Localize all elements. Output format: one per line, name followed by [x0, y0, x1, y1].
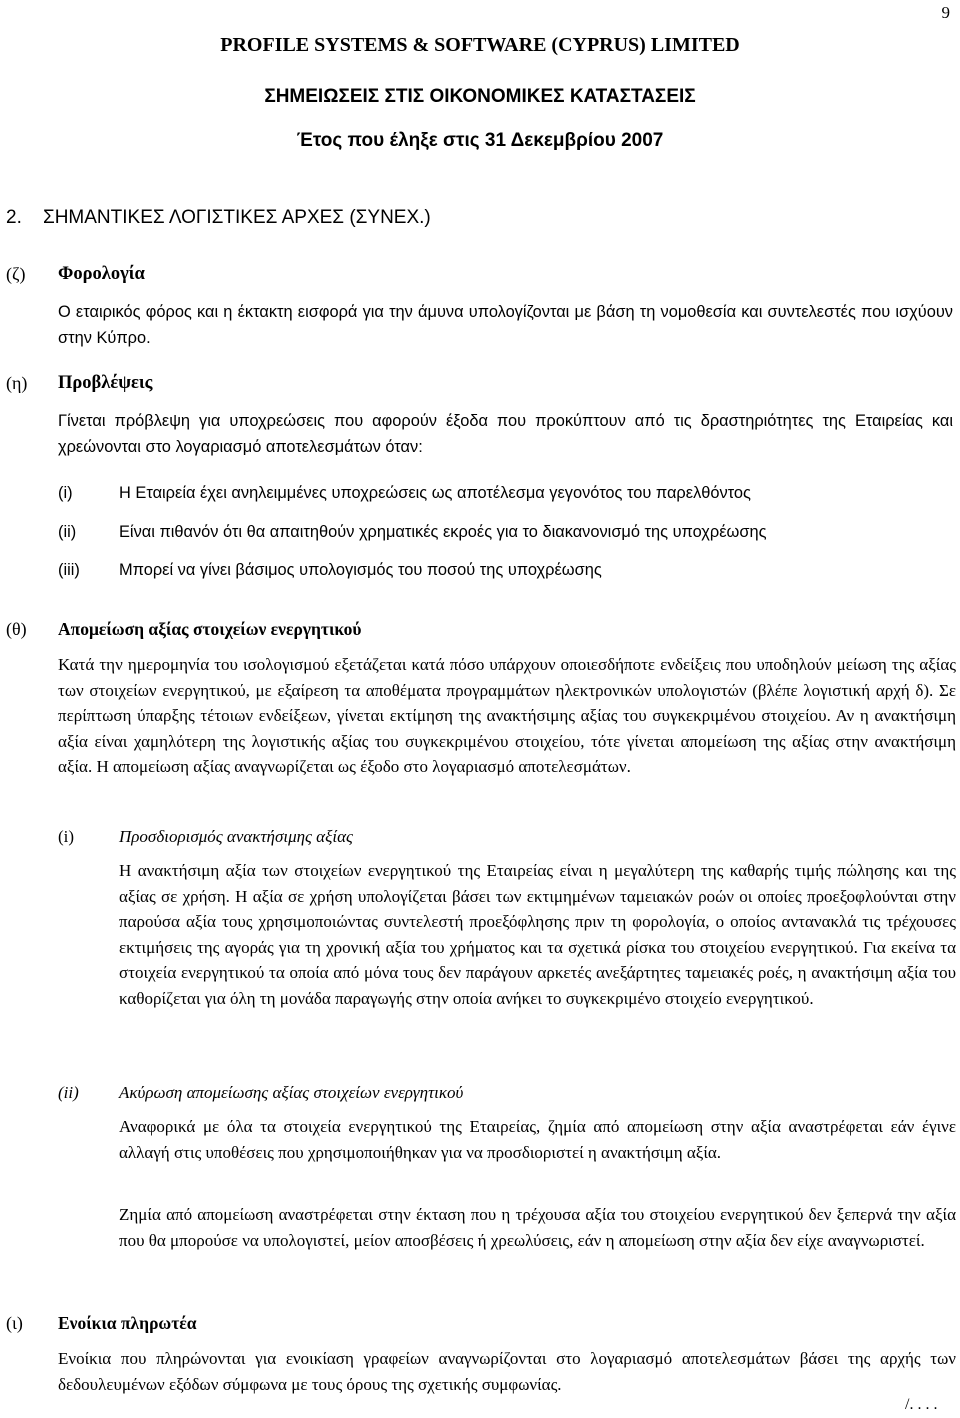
impairment-reversal-paragraph-2: Ζημία από απομείωση αναστρέφεται στην έκταση που η τρέχουσα αξία του στοιχείου ενεργητικού δεν ξεπερνά την αξία που θα μπορούσε να υπολογιστεί, μείον αποσβέσεις ή χρεωλύσεις, εάν η απομείωση στην αξία δεν είχε αναγνωριστεί.: [119, 1205, 956, 1250]
company-name: PROFILE SYSTEMS & SOFTWARE (CYPRUS) LIMITED: [220, 34, 740, 56]
section-marker-theta: (θ): [6, 619, 27, 639]
section-marker-iota: (ι): [6, 1313, 23, 1333]
list-item-number: (iii): [58, 561, 80, 579]
section-title-impairment: Απομείωση αξίας στοιχείων ενεργητικού: [58, 619, 362, 639]
list-item-text: Είναι πιθανόν ότι θα απαιτηθούν χρηματικές εκροές για το διακανονισμό της υποχρέωσης: [119, 523, 767, 541]
document-title: ΣΗΜΕΙΩΣΕΙΣ ΣΤΙΣ ΟΙΚΟΝΟΜΙΚΕΣ ΚΑΤΑΣΤΑΣΕΙΣ: [264, 86, 696, 107]
continuation-mark: /. . . .: [905, 1396, 938, 1413]
page-number: 9: [941, 3, 950, 22]
recoverable-amount-paragraph: Η ανακτήσιμη αξία των στοιχείων ενεργητικού της Εταιρείας είναι η μεγαλύτερη της καθαρής τιμής πώλησης και της αξίας σε χρήση. Η αξία σε χρήση υπολογίζεται βάσει των εκτιμημένων ταμειακών ροών οι οποίες προεξοφλούνται στην παρούσα αξία τους χρησιμοποιώντας συντελεστή προεξόφλησης πριν τη φορολογία, ο οποίος αντανακλά τις τρέχουσες εκτιμήσεις της αγοράς για τη χρονική αξία του χρήματος και τα σχετικά ρίσκα του στοιχείου ενεργητικού. Για εκείνα τα στοιχεία ενεργητικού τα οποία από μόνα τους δεν παράγουν αρκετές ανεξάρτητες ταμειακές ροές, η ανακτήσιμη αξία του καθορίζεται για όλη τη μονάδα παραγωγής στην οποία ανήκει το συγκεκριμένο στοιχείο ενεργητικού.: [119, 861, 956, 1008]
list-item-number: (ii): [58, 523, 77, 541]
list-item-number: (i): [58, 484, 73, 502]
impairment-paragraph: Κατά την ημερομηνία του ισολογισμού εξετάζεται κατά πόσο υπάρχουν οποιεσδήποτε ενδείξεις που υποδηλούν μείωση της αξίας των στοιχείων ενεργητικού, με εξαίρεση τα αποθέματα προγραμμάτων ηλεκτρονικών υπολογιστών (βλέπε λογιστική αρχή δ). Σε περίπτωση ύπαρξης τέτοιων ενδείξεων, γίνεται εκτίμηση της ανακτήσιμης αξίας του συγκεκριμένου στοιχείου. Αν η ανακτήσιμη αξία είναι χαμηλότερη της λογιστικής αξίας του συγκεκριμένου στοιχείου, τότε γίνεται απομείωση της αξίας στην ανακτήσιμη αξία. Η απομείωση αξίας αναγνωρίζεται ως έξοδο στο λογαριασμό αποτελεσμάτων.: [58, 655, 956, 776]
section-title-taxation: Φορολογία: [58, 264, 145, 284]
chapter-heading: 2. ΣΗΜΑΝΤΙΚΕΣ ΛΟΓΙΣΤΙΚΕΣ ΑΡΧΕΣ (ΣΥΝΕΧ.): [6, 207, 431, 228]
section-marker-eta: (η): [6, 373, 28, 393]
provisions-paragraph: Γίνεται πρόβλεψη για υποχρεώσεις που αφορούν έξοδα που προκύπτουν από τις δραστηριότητες της Εταιρείας και χρεώνονται στο λογαριασμό αποτελεσμάτων όταν:: [58, 412, 953, 456]
section-marker-zeta: (ζ): [6, 264, 26, 284]
period-line: Έτος που έληξε στις 31 Δεκεμβρίου 2007: [296, 130, 664, 151]
subsection-title-impairment-reversal: Ακύρωση απομείωσης αξίας στοιχείων ενεργητικού: [119, 1083, 464, 1102]
section-title-provisions: Προβλέψεις: [58, 373, 153, 393]
list-item-text: Μπορεί να γίνει βάσιμος υπολογισμός του ποσού της υποχρέωσης: [119, 561, 602, 579]
subsection-marker: (i): [58, 827, 75, 846]
taxation-paragraph: Ο εταιρικός φόρος και η έκτακτη εισφορά για την άμυνα υπολογίζονται με βάση τη νομοθεσία και συντελεστές που ισχύουν στην Κύπρο.: [58, 303, 953, 347]
impairment-reversal-paragraph-1: Αναφορικά με όλα τα στοιχεία ενεργητικού της Εταιρείας, ζημία από απομείωση στην αξία αναστρέφεται εάν έγινε αλλαγή στις υποθέσεις που χρησιμοποιήθηκαν για να προσδιοριστεί η ανακτήσιμη αξία.: [119, 1117, 956, 1162]
rent-paragraph: Ενοίκια που πληρώνονται για ενοικίαση γραφείων αναγνωρίζονται στο λογαριασμό αποτελεσμάτων βάσει της αρχής των δεδουλευμένων εξόδων σύμφωνα με τους όρους της σχετικής συμφωνίας.: [58, 1349, 956, 1394]
subsection-title-recoverable-amount: Προσδιορισμός ανακτήσιμης αξίας: [119, 827, 353, 846]
subsection-marker: (ii): [58, 1083, 79, 1102]
list-item-text: Η Εταιρεία έχει ανηλειμμένες υποχρεώσεις ως αποτέλεσμα γεγονότος του παρελθόντος: [119, 484, 751, 502]
section-title-rent-payable: Ενοίκια πληρωτέα: [58, 1313, 197, 1333]
